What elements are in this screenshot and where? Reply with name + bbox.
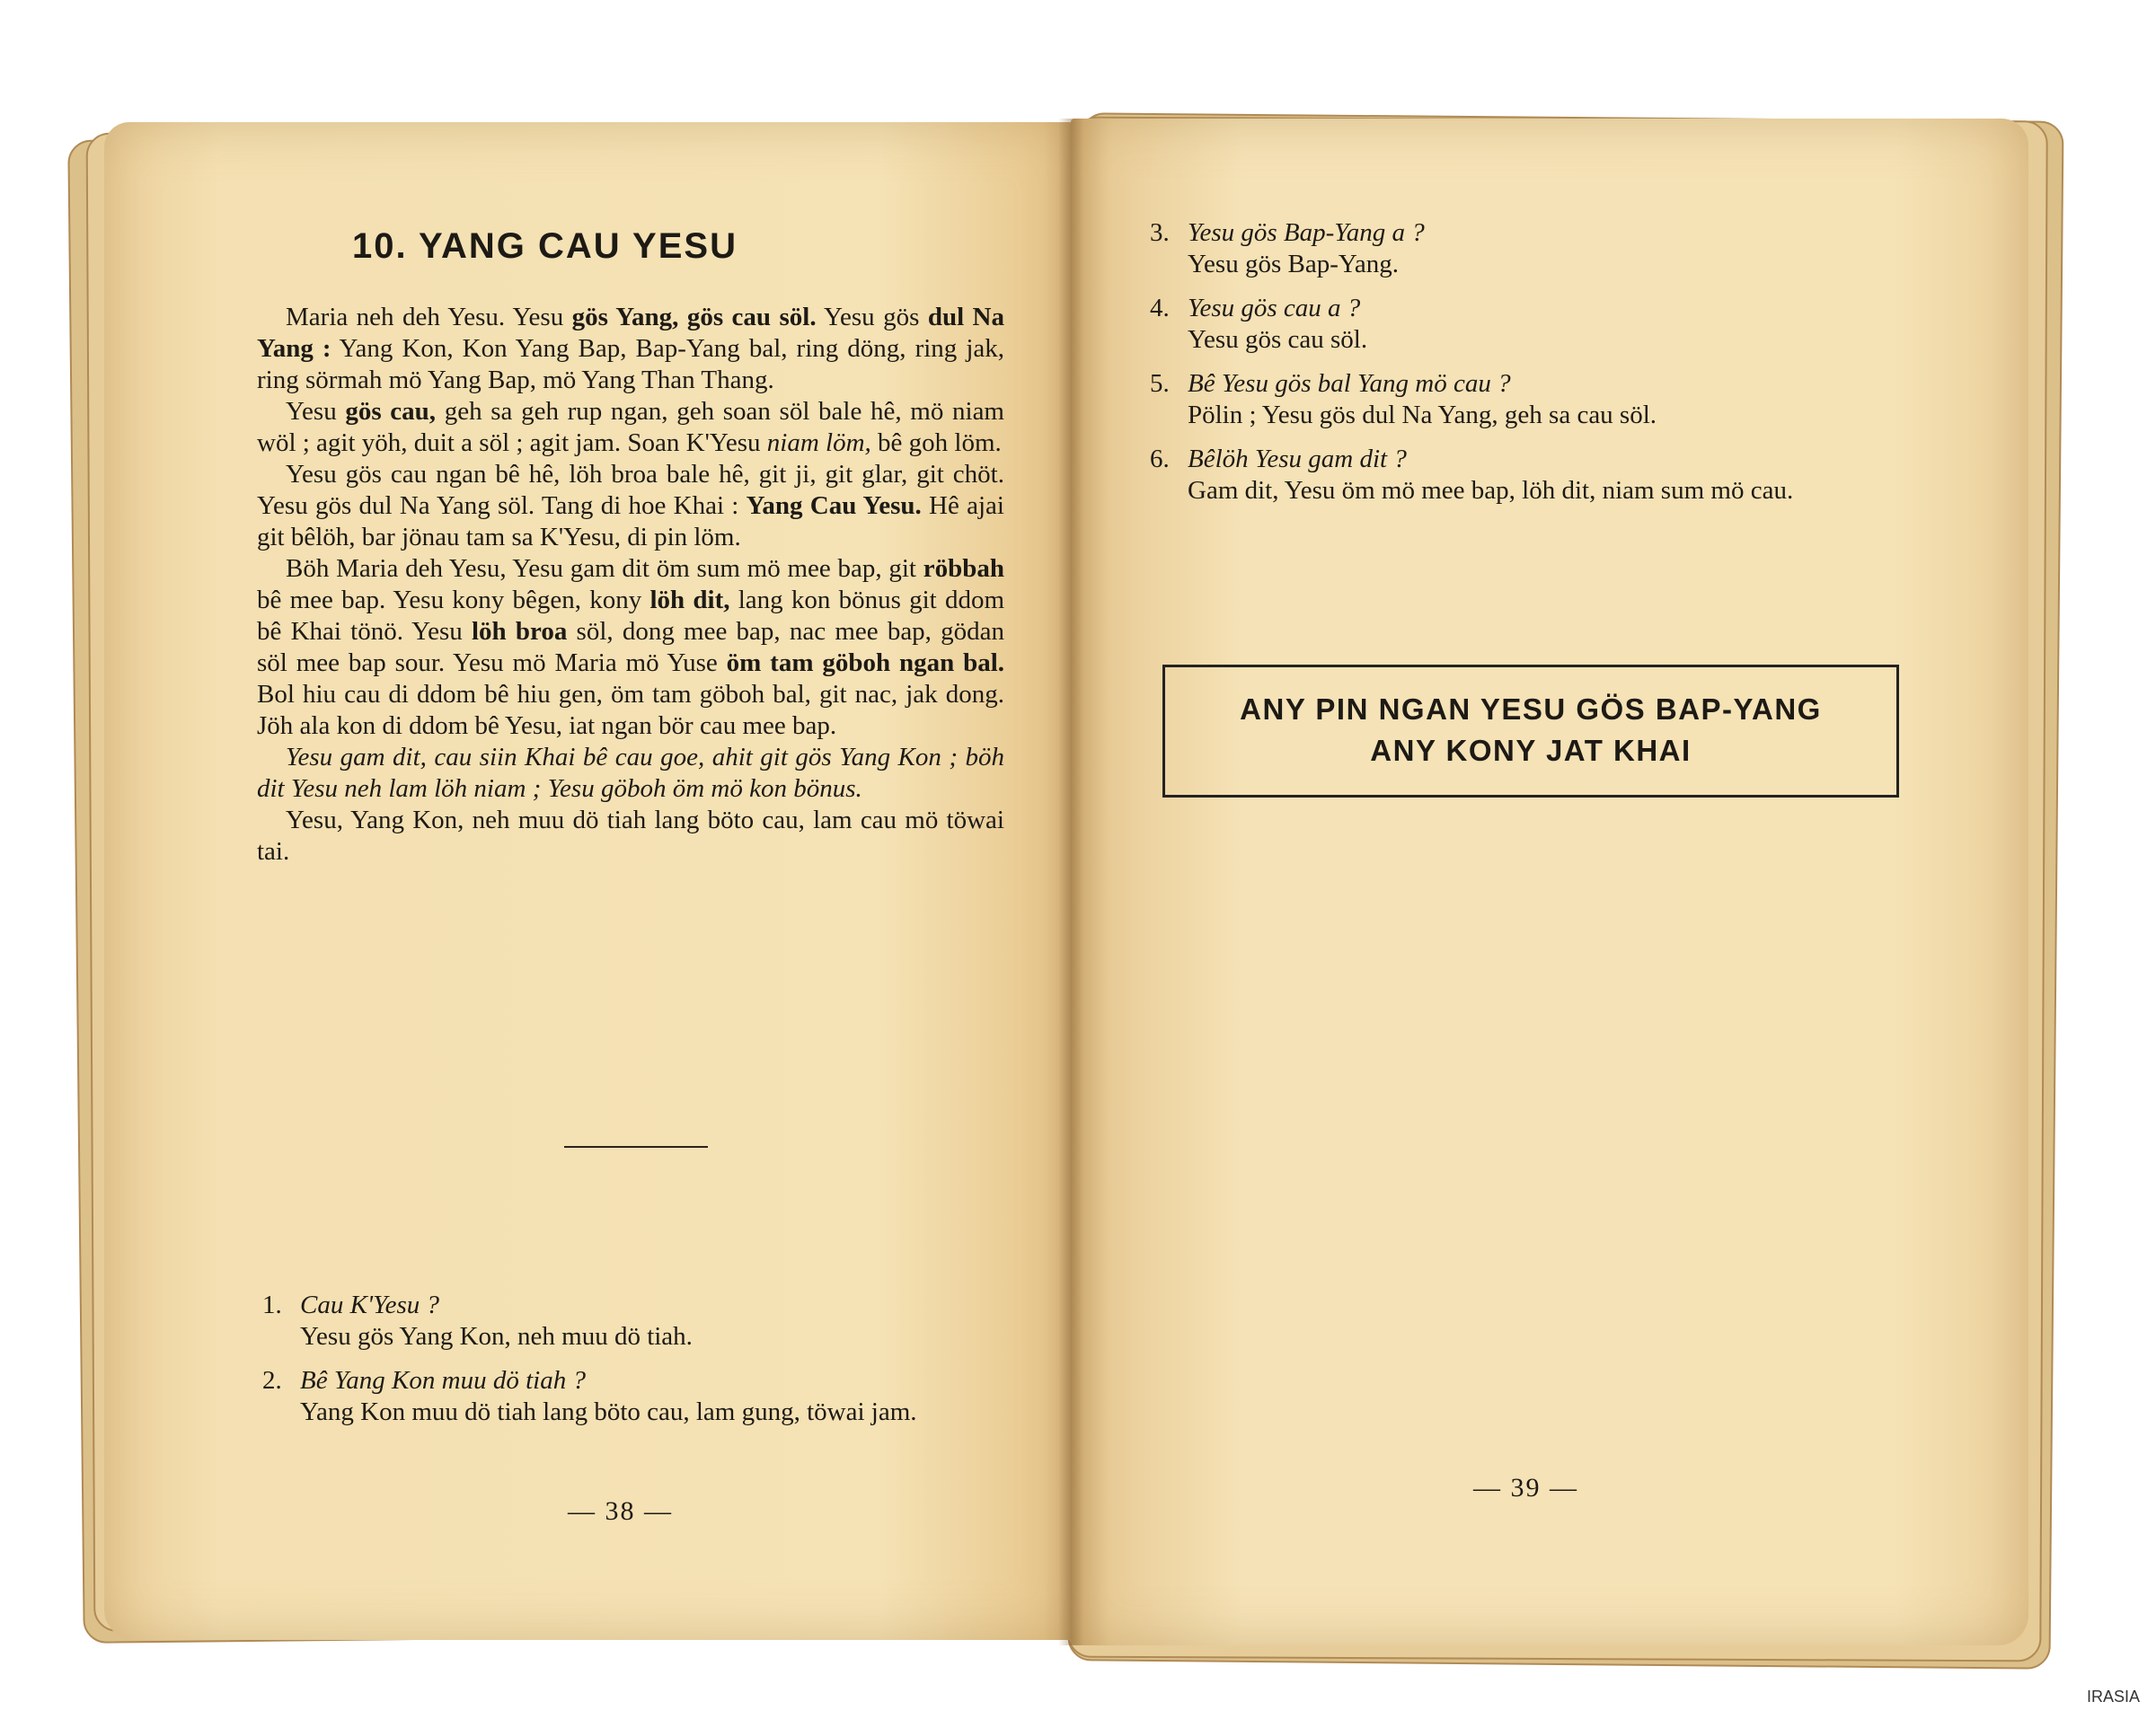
qa-item	[1150, 368, 1904, 431]
question-number: 5.	[1150, 369, 1170, 398]
text-run: bê goh löm.	[870, 428, 1002, 457]
bold-run: gös cau,	[345, 397, 437, 426]
bold-run: gös Yang, gös cau söl.	[571, 303, 817, 331]
boxed-statement-line-2: ANY KONY JAT KHAI	[1370, 734, 1692, 767]
story-paragraph	[257, 805, 1004, 868]
bold-run: röbbah	[923, 554, 1004, 583]
story-text	[257, 302, 1004, 868]
question	[1150, 444, 1904, 475]
section-divider	[564, 1146, 708, 1148]
text-run: Yesu gös	[816, 303, 928, 331]
text-run: bê mee bap. Yesu kony bêgen, kony	[257, 586, 650, 614]
story-paragraph	[257, 396, 1004, 459]
answer-text: Pölin ; Yesu gös dul Na Yang, geh sa cau söl.	[1188, 401, 1657, 429]
question-text: Bê Yesu gös bal Yang mö cau ?	[1188, 369, 1511, 398]
story-paragraph	[257, 742, 1004, 805]
story-paragraph	[257, 302, 1004, 396]
question-number: 4.	[1150, 294, 1170, 322]
text-run: Böh Maria deh Yesu, Yesu gam dit öm sum mö mee bap, git	[286, 554, 923, 583]
question	[1150, 217, 1904, 249]
question-text: Yesu gös Bap-Yang a ?	[1188, 218, 1425, 247]
text-run: Yang Kon, Kon Yang Bap, Bap-Yang bal, ring döng, ring jak, ring sörmah mö Yang Bap, mö Yang Than Thang.	[257, 334, 1004, 394]
chapter-title: 10. YANG CAU YESU	[352, 226, 738, 266]
text-run: geh sa geh rup ngan, geh soan söl bale hê, mö niam wöl ; agit yöh, duit a söl ; agit jam. Soan K'Yesu	[257, 397, 1004, 457]
text-run: Bol hiu cau di ddom bê hiu gen, öm tam göboh bal, git nac, jak dong. Jöh ala kon di ddom bê Yesu, iat ngan bör cau mee bap.	[257, 680, 1004, 740]
answer-text: Yesu gös Bap-Yang.	[1188, 250, 1400, 278]
bold-run: löh broa	[471, 617, 568, 646]
question	[1150, 293, 1904, 324]
question-number: 6.	[1150, 445, 1170, 473]
text-run: Hê ajai git bêlöh, bar jönau tam sa K'Yesu, di pin löm.	[257, 491, 1004, 551]
question	[262, 1365, 1017, 1397]
question-text: Cau K'Yesu ?	[300, 1291, 440, 1319]
text-run: lang kon bönus git ddom bê Khai tönö. Yesu	[257, 586, 1005, 646]
page-number-right: — 39 —	[1473, 1473, 1578, 1503]
boxed-statement	[1162, 665, 1899, 798]
question-text: Bê Yang Kon muu dö tiah ?	[300, 1366, 586, 1395]
question	[262, 1290, 1017, 1321]
italic-run: Yesu gam dit, cau siin Khai bê cau goe, ahit git gös Yang Kon ; böh dit Yesu neh lam löh niam ; Yesu göboh öm mö kon bönus.	[257, 743, 1004, 803]
story-paragraph	[257, 553, 1004, 742]
text-run: söl, dong mee bap, nac mee bap, gödan söl mee bap sour. Yesu mö Maria mö Yuse	[257, 617, 1005, 677]
watermark: IRASIA	[2086, 1688, 2140, 1706]
boxed-statement-line-1: ANY PIN NGAN YESU GÖS BAP-YANG	[1240, 692, 1822, 726]
bold-run: löh dit,	[649, 586, 730, 614]
answer-text: Yang Kon muu dö tiah lang böto cau, lam gung, töwai jam.	[300, 1397, 917, 1426]
question-list-left	[262, 1290, 1017, 1441]
text-run: Yesu, Yang Kon, neh muu dö tiah lang böto cau, lam cau mö töwai tai.	[257, 806, 1004, 866]
story-paragraph	[257, 459, 1004, 553]
question-number: 3.	[1150, 218, 1170, 247]
qa-item	[262, 1290, 1017, 1353]
question	[1150, 368, 1904, 400]
question-text: Bêlöh Yesu gam dit ?	[1188, 445, 1407, 473]
qa-item	[1150, 293, 1904, 356]
bold-run: öm tam göboh ngan bal.	[726, 648, 1004, 677]
qa-item	[1150, 217, 1904, 280]
answer-text: Yesu gös cau söl.	[1188, 325, 1368, 354]
italic-run: niam löm,	[766, 428, 871, 457]
question-number: 2.	[262, 1366, 282, 1395]
question-number: 1.	[262, 1291, 282, 1319]
bold-run: Yang Cau Yesu.	[746, 491, 922, 520]
answer-text: Gam dit, Yesu öm mö mee bap, löh dit, niam sum mö cau.	[1188, 476, 1794, 505]
qa-item	[262, 1365, 1017, 1428]
question-list-right	[1150, 217, 1904, 519]
question-text: Yesu gös cau a ?	[1188, 294, 1361, 322]
bold-run: dul Na Yang :	[257, 303, 1005, 363]
text-run: Maria neh deh Yesu. Yesu	[286, 303, 572, 331]
qa-item	[1150, 444, 1904, 507]
text-run: Yesu gös cau ngan bê hê, löh broa bale hê, git ji, git glar, git chöt. Yesu gös dul Na Yang söl. Tang di hoe Khai :	[257, 460, 1004, 520]
book-gutter	[1058, 119, 1083, 1645]
page-number-left: — 38 —	[568, 1496, 673, 1526]
answer-text: Yesu gös Yang Kon, neh muu dö tiah.	[300, 1322, 693, 1351]
text-run: Yesu	[286, 397, 346, 426]
